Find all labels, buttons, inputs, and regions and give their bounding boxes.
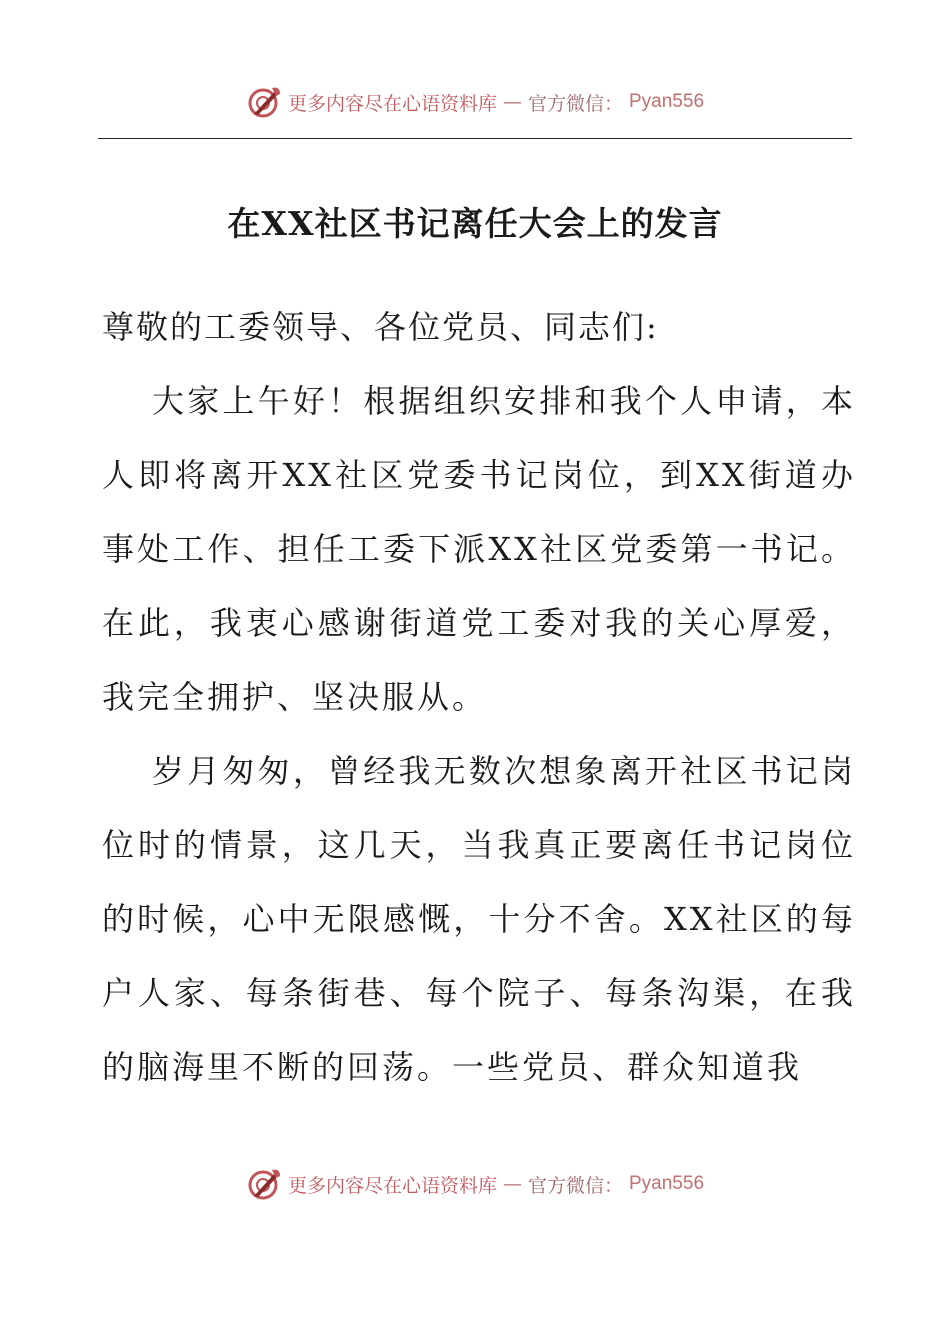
- header-divider: [98, 138, 852, 139]
- wechat-label: 官方微信：: [527, 1174, 623, 1197]
- page-footer: [0, 1162, 950, 1206]
- document-title: 在XX社区书记离任大会上的发言: [227, 204, 723, 243]
- greeting-line: 尊敬的工委领导、各位党员、同志们:: [102, 308, 659, 346]
- wechat-id: Pyan556: [629, 1173, 705, 1194]
- document-body: [102, 290, 856, 1104]
- brand-dash: —: [502, 1173, 522, 1195]
- quill-pen-circle-icon: [246, 1166, 282, 1202]
- quill-pen-circle-icon: [246, 84, 282, 120]
- brand-text: 更多内容尽在心语资料库: [287, 1174, 497, 1197]
- page-header: [0, 80, 950, 124]
- paragraph-2: 岁月匆匆，曾经我无数次想象离开社区书记岗位时的情景，这几天，当我真正要离任书记岗位的时候，心中无限感慨，十分不舍。XX社区的每户人家、每条街巷、每个院子、每条沟渠，在我的脑海里不断的回荡。一些党员、群众知道我: [102, 752, 856, 1086]
- paragraph-1: 大家上午好！根据组织安排和我个人申请，本人即将离开XX社区党委书记岗位，到XX街道办事处工作、担任工委下派XX社区党委第一书记。在此，我衷心感谢街道党工委对我的关心厚爱，我完全拥护、坚决服从。: [102, 382, 856, 716]
- brand-text: 更多内容尽在心语资料库: [287, 92, 497, 115]
- wechat-id: Pyan556: [629, 91, 705, 112]
- brand-dash: —: [502, 91, 522, 113]
- footer-brand[interactable]: [246, 1166, 704, 1202]
- header-brand[interactable]: [246, 84, 704, 120]
- wechat-label: 官方微信：: [527, 92, 623, 115]
